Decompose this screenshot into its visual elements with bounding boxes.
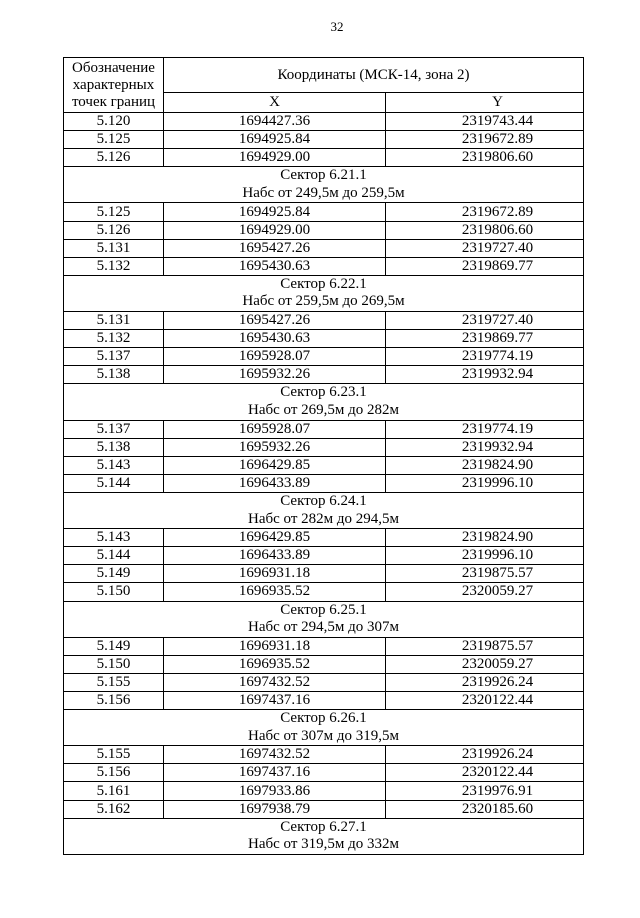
point-header-line: точек границ — [71, 93, 156, 110]
y-coordinate-cell: 2319774.19 — [386, 348, 584, 366]
y-coordinate-cell: 2319824.90 — [386, 529, 584, 547]
x-coordinate-cell: 1695932.26 — [164, 366, 386, 384]
point-header-line: характерных — [72, 76, 155, 93]
point-cell: 5.132 — [64, 330, 164, 348]
sector-height-range: Набс от 259,5м до 269,5м — [242, 293, 405, 310]
table-row — [64, 637, 584, 655]
table-header — [64, 58, 584, 113]
table-row — [64, 221, 584, 239]
sector-title: Сектор 6.23.1 — [280, 384, 367, 401]
y-coordinate-cell: 2320122.44 — [386, 764, 584, 782]
sector-header — [64, 275, 584, 311]
sector-header — [64, 167, 584, 203]
y-column-header: Y — [386, 93, 584, 113]
sector-height-range: Набс от 319,5м до 332м — [248, 836, 400, 853]
y-coordinate-cell: 2319996.10 — [386, 474, 584, 492]
sector-header-row — [64, 818, 584, 854]
y-coordinate-cell: 2319727.40 — [386, 312, 584, 330]
sector-title: Сектор 6.25.1 — [280, 601, 367, 618]
point-cell: 5.125 — [64, 131, 164, 149]
sector-title: Сектор 6.27.1 — [280, 818, 367, 835]
table-row — [64, 529, 584, 547]
y-coordinate-cell: 2319926.24 — [386, 746, 584, 764]
table-row — [64, 149, 584, 167]
y-coordinate-cell: 2319743.44 — [386, 113, 584, 131]
x-coordinate-cell: 1697938.79 — [164, 800, 386, 818]
table-row — [64, 474, 584, 492]
table-row — [64, 565, 584, 583]
x-coordinate-cell: 1695430.63 — [164, 257, 386, 275]
x-coordinate-cell: 1697437.16 — [164, 692, 386, 710]
sector-title: Сектор 6.22.1 — [280, 275, 367, 292]
table-row — [64, 800, 584, 818]
y-coordinate-cell: 2319869.77 — [386, 330, 584, 348]
y-coordinate-cell: 2319727.40 — [386, 239, 584, 257]
table-row — [64, 348, 584, 366]
x-coordinate-cell: 1696433.89 — [164, 547, 386, 565]
y-coordinate-cell: 2319976.91 — [386, 782, 584, 800]
table-row — [64, 692, 584, 710]
point-cell: 5.149 — [64, 565, 164, 583]
sector-header — [64, 492, 584, 528]
point-cell: 5.137 — [64, 420, 164, 438]
x-coordinate-cell: 1694925.84 — [164, 131, 386, 149]
x-coordinate-cell: 1696931.18 — [164, 637, 386, 655]
sector-header — [64, 601, 584, 637]
point-cell: 5.150 — [64, 655, 164, 673]
x-coordinate-cell: 1694929.00 — [164, 221, 386, 239]
point-cell: 5.162 — [64, 800, 164, 818]
point-cell: 5.131 — [64, 239, 164, 257]
point-cell: 5.150 — [64, 583, 164, 601]
x-coordinate-cell: 1697933.86 — [164, 782, 386, 800]
point-cell: 5.143 — [64, 456, 164, 474]
x-coordinate-cell: 1695932.26 — [164, 438, 386, 456]
point-cell: 5.138 — [64, 366, 164, 384]
sector-height-range: Набс от 294,5м до 307м — [248, 619, 400, 636]
y-coordinate-cell: 2319672.89 — [386, 131, 584, 149]
point-header-line: Обозначение — [72, 59, 155, 76]
x-coordinate-cell: 1696935.52 — [164, 655, 386, 673]
sector-header-row — [64, 275, 584, 311]
sector-header-row — [64, 710, 584, 746]
x-column-header: X — [164, 93, 386, 113]
x-coordinate-cell: 1695928.07 — [164, 420, 386, 438]
sector-title: Сектор 6.24.1 — [280, 492, 367, 509]
y-coordinate-cell: 2319875.57 — [386, 637, 584, 655]
header-row — [64, 58, 584, 93]
y-coordinate-cell: 2319774.19 — [386, 420, 584, 438]
sector-header-row — [64, 167, 584, 203]
y-coordinate-cell: 2319875.57 — [386, 565, 584, 583]
point-cell: 5.155 — [64, 746, 164, 764]
point-cell: 5.137 — [64, 348, 164, 366]
sector-header — [64, 384, 584, 420]
point-cell: 5.120 — [64, 113, 164, 131]
table-body — [64, 113, 584, 855]
table-row — [64, 366, 584, 384]
table-row — [64, 746, 584, 764]
x-coordinate-cell: 1696429.85 — [164, 456, 386, 474]
y-coordinate-cell: 2319932.94 — [386, 438, 584, 456]
sector-title: Сектор 6.26.1 — [280, 710, 367, 727]
x-coordinate-cell: 1697432.52 — [164, 746, 386, 764]
sector-height-range: Набс от 269,5м до 282м — [248, 402, 400, 418]
point-cell: 5.143 — [64, 529, 164, 547]
point-cell: 5.144 — [64, 474, 164, 492]
y-coordinate-cell: 2319806.60 — [386, 221, 584, 239]
sector-header — [64, 710, 584, 746]
point-cell: 5.149 — [64, 637, 164, 655]
x-coordinate-cell: 1695427.26 — [164, 312, 386, 330]
sector-header-row — [64, 384, 584, 420]
y-coordinate-cell: 2319996.10 — [386, 547, 584, 565]
table-row — [64, 764, 584, 782]
x-coordinate-cell: 1695430.63 — [164, 330, 386, 348]
sector-header-row — [64, 492, 584, 528]
sector-height-range: Набс от 249,5м до 259,5м — [242, 184, 405, 201]
table-row — [64, 456, 584, 474]
x-coordinate-cell: 1697432.52 — [164, 673, 386, 691]
x-coordinate-cell: 1694925.84 — [164, 203, 386, 221]
table-row — [64, 547, 584, 565]
table-row — [64, 655, 584, 673]
point-cell: 5.155 — [64, 673, 164, 691]
y-coordinate-cell: 2319824.90 — [386, 456, 584, 474]
table-row — [64, 330, 584, 348]
point-cell: 5.126 — [64, 221, 164, 239]
x-coordinate-cell: 1697437.16 — [164, 764, 386, 782]
y-coordinate-cell: 2319672.89 — [386, 203, 584, 221]
table-row — [64, 203, 584, 221]
table-row — [64, 131, 584, 149]
point-cell: 5.132 — [64, 257, 164, 275]
y-coordinate-cell: 2320185.60 — [386, 800, 584, 818]
point-cell: 5.131 — [64, 312, 164, 330]
coordinates-table — [63, 57, 584, 855]
point-cell: 5.144 — [64, 547, 164, 565]
coordinates-header: Координаты (МСК-14, зона 2) — [164, 58, 584, 93]
sector-header-row — [64, 601, 584, 637]
point-cell: 5.138 — [64, 438, 164, 456]
point-designation-header — [64, 58, 164, 113]
point-cell: 5.126 — [64, 149, 164, 167]
sector-title: Сектор 6.21.1 — [280, 167, 367, 184]
table-row — [64, 239, 584, 257]
table-row — [64, 312, 584, 330]
y-coordinate-cell: 2319926.24 — [386, 673, 584, 691]
point-cell: 5.125 — [64, 203, 164, 221]
page-number: 32 — [330, 19, 344, 34]
point-cell: 5.156 — [64, 764, 164, 782]
x-coordinate-cell: 1696931.18 — [164, 565, 386, 583]
x-coordinate-cell: 1696935.52 — [164, 583, 386, 601]
x-coordinate-cell: 1695928.07 — [164, 348, 386, 366]
table-row — [64, 438, 584, 456]
y-coordinate-cell: 2320059.27 — [386, 655, 584, 673]
sector-header — [64, 818, 584, 854]
y-coordinate-cell: 2320122.44 — [386, 692, 584, 710]
sector-height-range: Набс от 282м до 294,5м — [248, 510, 400, 527]
table-row — [64, 113, 584, 131]
table-row — [64, 420, 584, 438]
table-row — [64, 673, 584, 691]
x-coordinate-cell: 1696429.85 — [164, 529, 386, 547]
y-coordinate-cell: 2319806.60 — [386, 149, 584, 167]
table-row — [64, 583, 584, 601]
y-coordinate-cell: 2319869.77 — [386, 257, 584, 275]
y-coordinate-cell: 2319932.94 — [386, 366, 584, 384]
x-coordinate-cell: 1694929.00 — [164, 149, 386, 167]
point-cell: 5.161 — [64, 782, 164, 800]
point-cell: 5.156 — [64, 692, 164, 710]
y-coordinate-cell: 2320059.27 — [386, 583, 584, 601]
x-coordinate-cell: 1696433.89 — [164, 474, 386, 492]
x-coordinate-cell: 1694427.36 — [164, 113, 386, 131]
table-row — [64, 782, 584, 800]
x-coordinate-cell: 1695427.26 — [164, 239, 386, 257]
sector-height-range: Набс от 307м до 319,5м — [248, 727, 400, 744]
table-row — [64, 257, 584, 275]
